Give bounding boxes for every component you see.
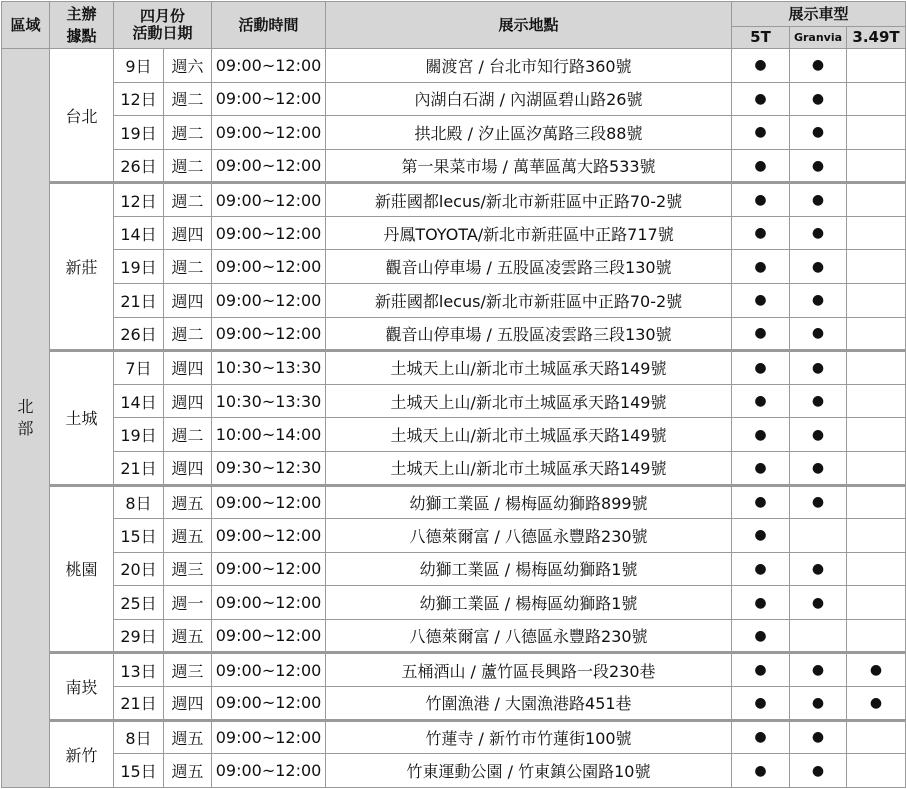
vehicle-granvia-cell xyxy=(790,250,847,284)
time-cell: 09:00~12:00 xyxy=(212,317,326,351)
date-header-line1: 四月份 xyxy=(140,7,186,25)
vehicle-granvia-cell xyxy=(790,586,847,620)
dot-icon: ● xyxy=(754,627,767,644)
vehicle-granvia-cell xyxy=(790,485,847,519)
location-cell: 土城天上山/新北市土城區承天路149號 xyxy=(326,351,732,385)
office-cell: 南崁 xyxy=(50,653,114,720)
office-cell: 桃園 xyxy=(50,485,114,653)
date-day-cell: 14日 xyxy=(114,384,164,418)
vehicle-5t-cell xyxy=(732,82,790,116)
vehicle-349t-cell xyxy=(847,586,906,620)
table-row xyxy=(2,686,906,720)
vehicle-5t-cell xyxy=(732,754,790,788)
table-row xyxy=(2,82,906,116)
dot-icon: ● xyxy=(869,694,883,711)
weekday-cell: 週二 xyxy=(164,418,212,452)
vehicle-5t-cell xyxy=(732,183,790,217)
location-cell: 第一果菜市場 / 萬華區萬大路533號 xyxy=(326,149,732,183)
date-day-cell: 29日 xyxy=(114,619,164,653)
weekday-cell: 週五 xyxy=(164,519,212,553)
table-row xyxy=(2,317,906,351)
location-cell: 觀音山停車場 / 五股區凌雲路三段130號 xyxy=(326,250,732,284)
region-label: 北部 xyxy=(17,397,34,438)
vehicle-349t-cell xyxy=(847,720,906,754)
vehicle-5t-cell xyxy=(732,519,790,553)
table-row xyxy=(2,384,906,418)
dot-icon: ● xyxy=(754,57,767,74)
table-row xyxy=(2,116,906,150)
table-row xyxy=(2,216,906,250)
time-cell: 09:00~12:00 xyxy=(212,754,326,788)
weekday-cell: 週四 xyxy=(164,284,212,318)
date-day-cell: 15日 xyxy=(114,519,164,553)
vehicle-group-header: 展示車型 xyxy=(732,2,906,27)
dot-icon: ● xyxy=(811,258,825,275)
weekday-cell: 週一 xyxy=(164,586,212,620)
table-row xyxy=(2,284,906,318)
dot-icon: ● xyxy=(754,494,767,511)
table-row xyxy=(2,653,906,687)
time-cell: 09:00~12:00 xyxy=(212,619,326,653)
dot-icon: ● xyxy=(811,57,825,74)
weekday-cell: 週二 xyxy=(164,82,212,116)
weekday-cell: 週五 xyxy=(164,485,212,519)
vehicle-granvia-cell xyxy=(790,49,847,83)
time-cell: 09:00~12:00 xyxy=(212,485,326,519)
table-row xyxy=(2,754,906,788)
location-cell: 關渡宮 / 台北市知行路360號 xyxy=(326,49,732,83)
region-header: 區域 xyxy=(2,2,50,49)
dot-icon: ● xyxy=(754,762,767,779)
dot-icon: ● xyxy=(754,359,767,376)
location-cell: 拱北殿 / 汐止區汐萬路三段88號 xyxy=(326,116,732,150)
dot-icon: ● xyxy=(754,662,767,679)
time-cell: 09:00~12:00 xyxy=(212,183,326,217)
dot-icon: ● xyxy=(754,90,767,107)
vehicle-5t-cell xyxy=(732,451,790,485)
region-cell xyxy=(2,49,50,788)
time-cell: 09:00~12:00 xyxy=(212,720,326,754)
header-row-1 xyxy=(2,2,906,27)
date-day-cell: 7日 xyxy=(114,351,164,385)
vehicle-349t-cell xyxy=(847,754,906,788)
dot-icon: ● xyxy=(754,694,767,711)
weekday-cell: 週五 xyxy=(164,619,212,653)
location-cell: 八德萊爾富 / 八德區永豐路230號 xyxy=(326,519,732,553)
dot-icon: ● xyxy=(811,393,825,410)
dot-icon: ● xyxy=(811,225,825,242)
table-row xyxy=(2,519,906,553)
dot-icon: ● xyxy=(754,258,767,275)
vehicle-granvia-cell xyxy=(790,720,847,754)
schedule-body xyxy=(2,49,906,788)
location-cell: 竹圍漁港 / 大園漁港路451巷 xyxy=(326,686,732,720)
vehicle-349t-cell xyxy=(847,351,906,385)
vehicle-5t-cell xyxy=(732,418,790,452)
time-cell: 09:00~12:00 xyxy=(212,552,326,586)
vehicle-349t-cell xyxy=(847,317,906,351)
dot-icon: ● xyxy=(754,459,767,476)
vehicle-349t-cell xyxy=(847,116,906,150)
dot-icon: ● xyxy=(811,560,825,577)
date-day-cell: 21日 xyxy=(114,451,164,485)
dot-icon: ● xyxy=(754,393,767,410)
date-day-cell: 19日 xyxy=(114,250,164,284)
date-header-line2: 活動日期 xyxy=(132,24,193,42)
date-day-cell: 13日 xyxy=(114,653,164,687)
vehicle-349t-cell xyxy=(847,284,906,318)
vehicle-granvia-cell xyxy=(790,183,847,217)
date-day-cell: 9日 xyxy=(114,49,164,83)
date-day-cell: 25日 xyxy=(114,586,164,620)
weekday-cell: 週二 xyxy=(164,317,212,351)
vehicle-349t-cell xyxy=(847,149,906,183)
time-cell: 09:30~12:30 xyxy=(212,451,326,485)
vehicle-5t-cell xyxy=(732,116,790,150)
vehicle-5t-header: 5T xyxy=(732,27,790,49)
weekday-cell: 週四 xyxy=(164,451,212,485)
date-day-cell: 12日 xyxy=(114,183,164,217)
vehicle-5t-cell xyxy=(732,686,790,720)
dot-icon: ● xyxy=(811,426,825,443)
vehicle-5t-cell xyxy=(732,485,790,519)
date-day-cell: 26日 xyxy=(114,317,164,351)
location-cell: 幼獅工業區 / 楊梅區幼獅路1號 xyxy=(326,552,732,586)
dot-icon: ● xyxy=(754,325,767,342)
vehicle-349t-cell xyxy=(847,183,906,217)
dot-icon: ● xyxy=(754,594,767,611)
table-row xyxy=(2,720,906,754)
time-cell: 09:00~12:00 xyxy=(212,586,326,620)
vehicle-349t-cell xyxy=(847,519,906,553)
dot-icon: ● xyxy=(811,594,825,611)
date-day-cell: 21日 xyxy=(114,686,164,720)
time-cell: 09:00~12:00 xyxy=(212,82,326,116)
dot-icon: ● xyxy=(811,325,825,342)
vehicle-349t-cell xyxy=(847,552,906,586)
location-cell: 內湖白石湖 / 內湖區碧山路26號 xyxy=(326,82,732,116)
vehicle-5t-cell xyxy=(732,284,790,318)
dot-icon: ● xyxy=(754,527,767,544)
office-cell: 新竹 xyxy=(50,720,114,787)
time-cell: 09:00~12:00 xyxy=(212,149,326,183)
location-cell: 新莊國都lecus/新北市新莊區中正路70-2號 xyxy=(326,183,732,217)
location-cell: 竹蓮寺 / 新竹市竹蓮街100號 xyxy=(326,720,732,754)
weekday-cell: 週五 xyxy=(164,720,212,754)
location-cell: 幼獅工業區 / 楊梅區幼獅路899號 xyxy=(326,485,732,519)
vehicle-granvia-cell xyxy=(790,82,847,116)
date-day-cell: 19日 xyxy=(114,418,164,452)
table-row xyxy=(2,619,906,653)
time-cell: 09:00~12:00 xyxy=(212,116,326,150)
vehicle-granvia-cell xyxy=(790,653,847,687)
date-day-cell: 26日 xyxy=(114,149,164,183)
location-cell: 土城天上山/新北市土城區承天路149號 xyxy=(326,384,732,418)
dot-icon: ● xyxy=(811,662,825,679)
vehicle-349t-cell xyxy=(847,49,906,83)
dot-icon: ● xyxy=(811,192,825,209)
table-row xyxy=(2,250,906,284)
dot-icon: ● xyxy=(869,662,883,679)
vehicle-granvia-cell xyxy=(790,686,847,720)
vehicle-5t-cell xyxy=(732,586,790,620)
vehicle-granvia-cell xyxy=(790,116,847,150)
office-cell: 台北 xyxy=(50,49,114,183)
vehicle-granvia-cell xyxy=(790,619,847,653)
dot-icon: ● xyxy=(754,225,767,242)
date-day-cell: 19日 xyxy=(114,116,164,150)
location-cell: 新莊國都lecus/新北市新莊區中正路70-2號 xyxy=(326,284,732,318)
vehicle-granvia-cell xyxy=(790,284,847,318)
vehicle-349t-cell xyxy=(847,653,906,687)
date-day-cell: 14日 xyxy=(114,216,164,250)
office-header: 主辦據點 xyxy=(50,2,114,49)
time-cell: 10:30~13:30 xyxy=(212,351,326,385)
dot-icon: ● xyxy=(811,157,825,174)
time-cell: 09:00~12:00 xyxy=(212,284,326,318)
dot-icon: ● xyxy=(811,292,825,309)
dot-icon: ● xyxy=(754,192,767,209)
weekday-cell: 週四 xyxy=(164,351,212,385)
vehicle-349t-cell xyxy=(847,619,906,653)
vehicle-349t-header: 3.49T xyxy=(847,27,906,49)
vehicle-granvia-cell xyxy=(790,418,847,452)
vehicle-5t-cell xyxy=(732,384,790,418)
weekday-cell: 週五 xyxy=(164,754,212,788)
weekday-cell: 週三 xyxy=(164,653,212,687)
dot-icon: ● xyxy=(754,124,767,141)
vehicle-granvia-header: Granvia xyxy=(790,27,847,49)
time-cell: 09:00~12:00 xyxy=(212,216,326,250)
vehicle-granvia-cell xyxy=(790,351,847,385)
vehicle-granvia-cell xyxy=(790,552,847,586)
vehicle-5t-cell xyxy=(732,720,790,754)
table-row xyxy=(2,451,906,485)
vehicle-5t-cell xyxy=(732,317,790,351)
vehicle-5t-cell xyxy=(732,619,790,653)
time-cell: 10:00~14:00 xyxy=(212,418,326,452)
weekday-cell: 週二 xyxy=(164,116,212,150)
dot-icon: ● xyxy=(811,694,825,711)
vehicle-5t-cell xyxy=(732,552,790,586)
dot-icon: ● xyxy=(754,426,767,443)
vehicle-5t-cell xyxy=(732,49,790,83)
vehicle-349t-cell xyxy=(847,250,906,284)
weekday-cell: 週二 xyxy=(164,183,212,217)
table-row xyxy=(2,149,906,183)
table-row xyxy=(2,418,906,452)
vehicle-349t-cell xyxy=(847,82,906,116)
vehicle-granvia-cell xyxy=(790,754,847,788)
date-day-cell: 12日 xyxy=(114,82,164,116)
location-header: 展示地點 xyxy=(326,2,732,49)
vehicle-349t-cell xyxy=(847,384,906,418)
vehicle-5t-cell xyxy=(732,653,790,687)
dot-icon: ● xyxy=(811,90,825,107)
date-header xyxy=(114,2,212,49)
time-cell: 10:30~13:30 xyxy=(212,384,326,418)
date-day-cell: 21日 xyxy=(114,284,164,318)
dot-icon: ● xyxy=(811,359,825,376)
location-cell: 幼獅工業區 / 楊梅區幼獅路1號 xyxy=(326,586,732,620)
time-cell: 09:00~12:00 xyxy=(212,519,326,553)
dot-icon: ● xyxy=(811,762,825,779)
table-row xyxy=(2,485,906,519)
location-cell: 竹東運動公園 / 竹東鎮公園路10號 xyxy=(326,754,732,788)
vehicle-granvia-cell xyxy=(790,216,847,250)
date-day-cell: 15日 xyxy=(114,754,164,788)
dot-icon: ● xyxy=(811,494,825,511)
dot-icon: ● xyxy=(754,292,767,309)
location-cell: 八德萊爾富 / 八德區永豐路230號 xyxy=(326,619,732,653)
vehicle-349t-cell xyxy=(847,686,906,720)
dot-icon: ● xyxy=(811,459,825,476)
weekday-cell: 週四 xyxy=(164,216,212,250)
office-cell: 新莊 xyxy=(50,183,114,351)
location-cell: 五桶酒山 / 蘆竹區長興路一段230巷 xyxy=(326,653,732,687)
weekday-cell: 週二 xyxy=(164,250,212,284)
vehicle-granvia-cell xyxy=(790,317,847,351)
date-day-cell: 20日 xyxy=(114,552,164,586)
table-row xyxy=(2,183,906,217)
vehicle-5t-cell xyxy=(732,216,790,250)
vehicle-5t-cell xyxy=(732,351,790,385)
location-cell: 土城天上山/新北市土城區承天路149號 xyxy=(326,418,732,452)
vehicle-granvia-cell xyxy=(790,451,847,485)
time-cell: 09:00~12:00 xyxy=(212,686,326,720)
dot-icon: ● xyxy=(754,157,767,174)
date-day-cell: 8日 xyxy=(114,485,164,519)
office-cell: 土城 xyxy=(50,351,114,485)
vehicle-granvia-cell xyxy=(790,519,847,553)
dot-icon: ● xyxy=(811,729,825,746)
table-row xyxy=(2,49,906,83)
time-header: 活動時間 xyxy=(212,2,326,49)
weekday-cell: 週六 xyxy=(164,49,212,83)
vehicle-349t-cell xyxy=(847,451,906,485)
location-cell: 丹鳳TOYOTA/新北市新莊區中正路717號 xyxy=(326,216,732,250)
dot-icon: ● xyxy=(754,729,767,746)
vehicle-granvia-cell xyxy=(790,149,847,183)
weekday-cell: 週三 xyxy=(164,552,212,586)
vehicle-5t-cell xyxy=(732,149,790,183)
vehicle-349t-cell xyxy=(847,418,906,452)
vehicle-349t-cell xyxy=(847,485,906,519)
event-schedule-table xyxy=(1,1,906,788)
time-cell: 09:00~12:00 xyxy=(212,250,326,284)
time-cell: 09:00~12:00 xyxy=(212,49,326,83)
weekday-cell: 週四 xyxy=(164,686,212,720)
date-day-cell: 8日 xyxy=(114,720,164,754)
weekday-cell: 週四 xyxy=(164,384,212,418)
location-cell: 觀音山停車場 / 五股區凌雲路三段130號 xyxy=(326,317,732,351)
vehicle-granvia-cell xyxy=(790,384,847,418)
dot-icon: ● xyxy=(754,560,767,577)
dot-icon: ● xyxy=(811,124,825,141)
table-row xyxy=(2,351,906,385)
vehicle-5t-cell xyxy=(732,250,790,284)
location-cell: 土城天上山/新北市土城區承天路149號 xyxy=(326,451,732,485)
time-cell: 09:00~12:00 xyxy=(212,653,326,687)
vehicle-349t-cell xyxy=(847,216,906,250)
table-row xyxy=(2,552,906,586)
table-row xyxy=(2,586,906,620)
weekday-cell: 週二 xyxy=(164,149,212,183)
